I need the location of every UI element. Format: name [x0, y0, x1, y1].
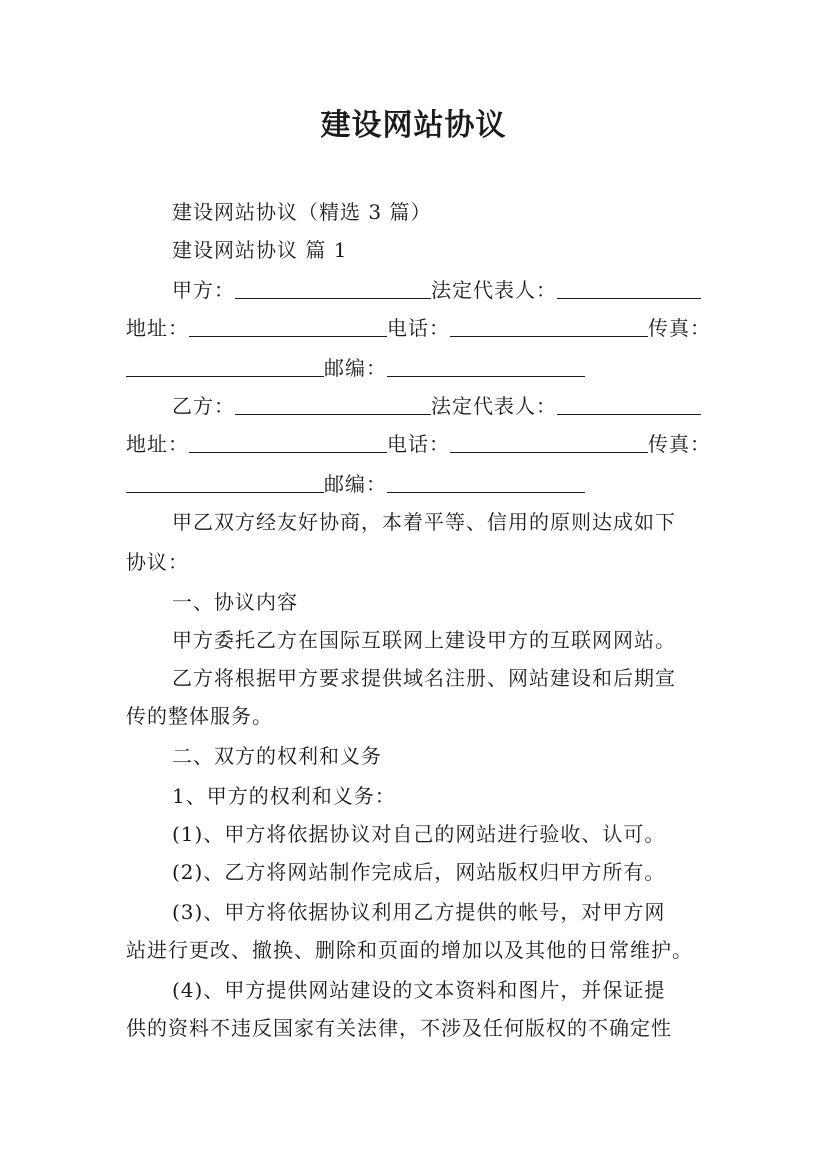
- party-b-label: 乙方：: [172, 394, 235, 418]
- party-b-legal-rep-label: 法定代表人：: [431, 394, 557, 418]
- party-a-line: [172, 276, 701, 304]
- list-item-3-line-1: (3)、甲方将依据协议利用乙方提供的帐号，对甲方网: [172, 900, 666, 924]
- party-a-legal-rep-blank: [557, 280, 701, 299]
- content-paragraph-2-line-2: 传的整体服务。: [126, 704, 273, 728]
- subtitle: 建设网站协议（精选 3 篇）: [172, 200, 432, 224]
- section-heading-2: 二、双方的权利和义务: [172, 744, 382, 768]
- party-a-fax-blank: [126, 358, 324, 377]
- party-b-address-blank: [189, 434, 387, 453]
- article-heading: 建设网站协议 篇 1: [172, 238, 348, 262]
- party-a-fax-label: 传真：: [648, 316, 711, 340]
- party-b-contact-line: [126, 430, 711, 458]
- party-b-address-label: 地址：: [126, 432, 189, 456]
- party-b-line: [172, 392, 701, 420]
- intro-paragraph-line-2: 协议：: [126, 550, 189, 574]
- party-b-postcode-label: 邮编：: [324, 472, 387, 496]
- party-b-fax-label: 传真：: [648, 432, 711, 456]
- party-a-contact-line: [126, 314, 711, 342]
- intro-paragraph-line-1: 甲乙双方经友好协商，本着平等、信用的原则达成如下: [172, 510, 676, 534]
- party-a-postcode-label: 邮编：: [324, 356, 387, 380]
- party-b-fax-blank: [126, 474, 324, 493]
- party-b-postcode-blank: [387, 474, 585, 493]
- content-paragraph-2-line-1: 乙方将根据甲方要求提供域名注册、网站建设和后期宣: [172, 666, 676, 690]
- list-item-2: (2)、乙方将网站制作完成后，网站版权归甲方所有。: [172, 860, 666, 884]
- list-item-3-line-2: 站进行更改、撤换、删除和页面的增加以及其他的日常维护。: [126, 938, 693, 962]
- list-item-1: (1)、甲方将依据协议对自己的网站进行验收、认可。: [172, 822, 666, 846]
- party-a-legal-rep-label: 法定代表人：: [431, 278, 557, 302]
- party-a-phone-label: 电话：: [387, 316, 450, 340]
- party-a-blank: [235, 280, 431, 299]
- party-a-address-label: 地址：: [126, 316, 189, 340]
- list-item-4-line-1: (4)、甲方提供网站建设的文本资料和图片，并保证提: [172, 978, 666, 1002]
- party-b-blank: [235, 396, 431, 415]
- party-a-postcode-blank: [387, 358, 585, 377]
- party-a-postcode-line: [126, 354, 585, 382]
- party-a-phone-blank: [450, 318, 648, 337]
- party-b-phone-blank: [450, 434, 648, 453]
- sub-heading-1: 1、甲方的权利和义务：: [172, 784, 396, 808]
- document-title: 建设网站协议: [320, 108, 507, 143]
- party-b-phone-label: 电话：: [387, 432, 450, 456]
- content-paragraph-1: 甲方委托乙方在国际互联网上建设甲方的互联网网站。: [172, 628, 676, 652]
- section-heading-1: 一、协议内容: [172, 590, 298, 614]
- party-a-address-blank: [189, 318, 387, 337]
- party-b-postcode-line: [126, 470, 585, 498]
- list-item-4-line-2: 供的资料不违反国家有关法律，不涉及任何版权的不确定性: [126, 1016, 672, 1040]
- party-b-legal-rep-blank: [557, 396, 701, 415]
- party-a-label: 甲方：: [172, 278, 235, 302]
